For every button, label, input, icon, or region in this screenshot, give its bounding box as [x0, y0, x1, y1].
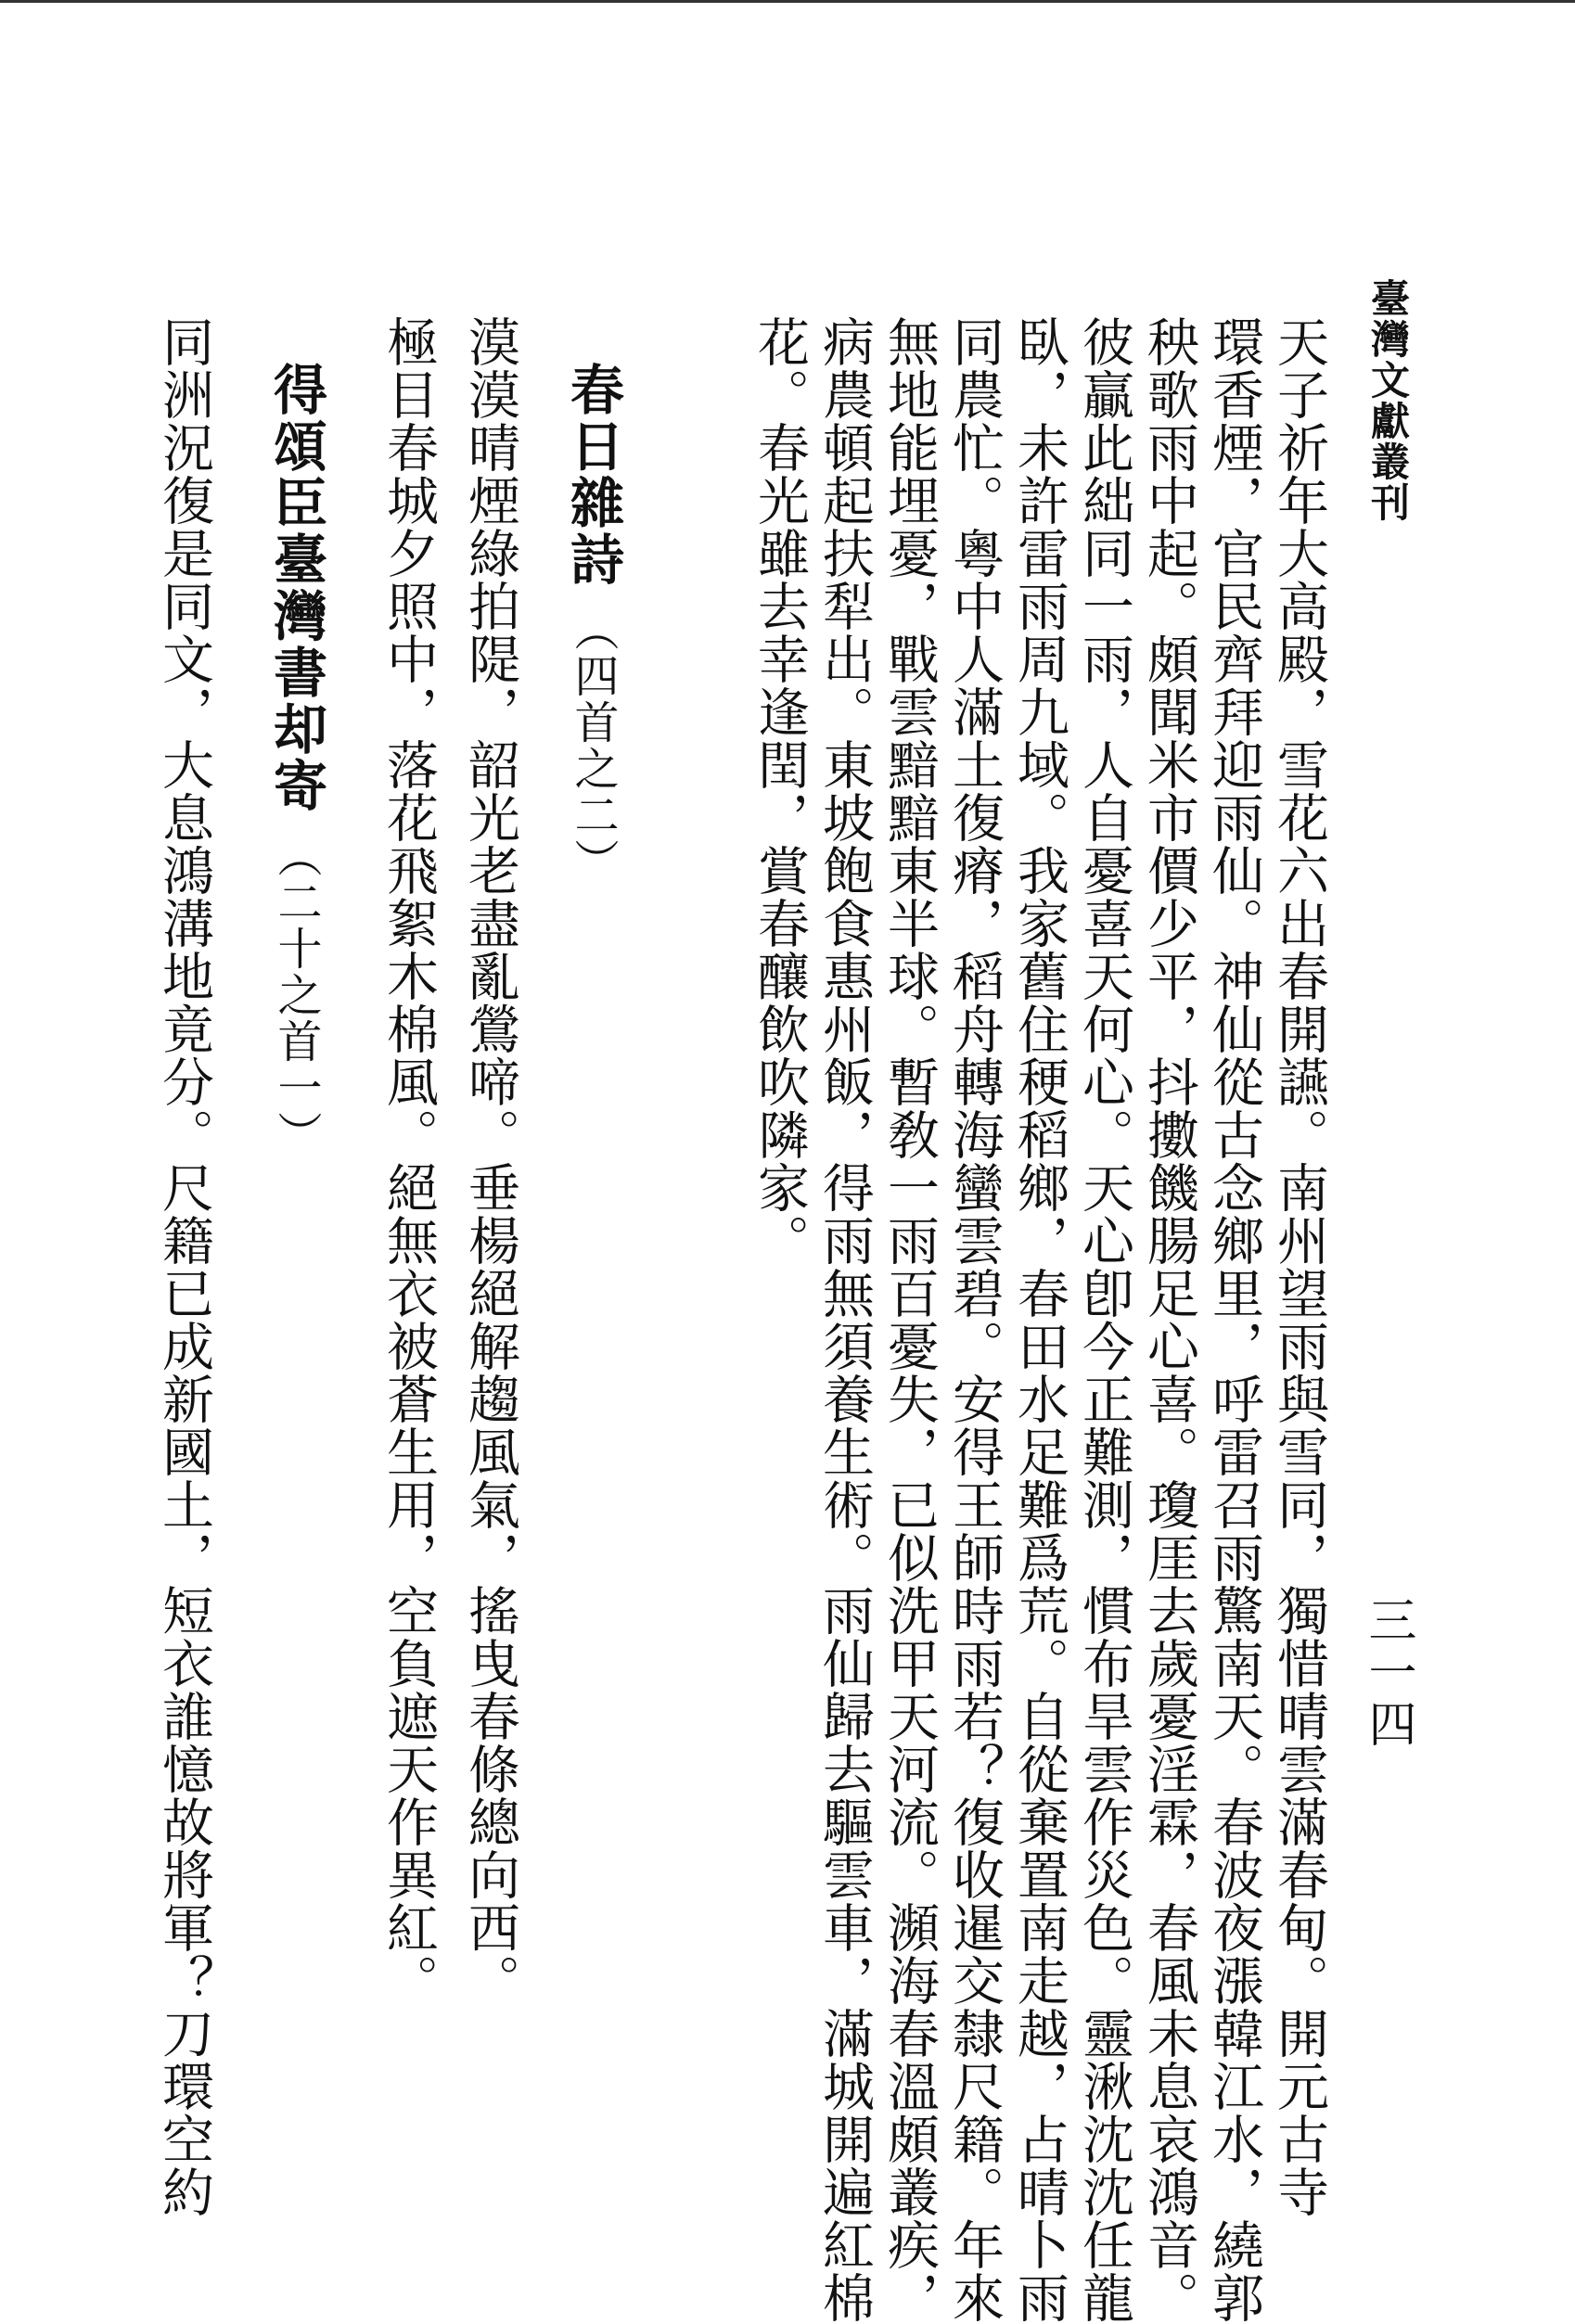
running-header-title: 臺灣文獻叢刊	[1365, 278, 1411, 523]
top-border-rule	[0, 0, 1575, 3]
poem-title: 春日雜詩	[561, 362, 624, 588]
poem-heading	[561, 362, 624, 885]
poem-title: 得頌臣臺灣書却寄	[264, 362, 327, 814]
poem-line: 秧歌雨中起。頗聞米市價少平，抖擻饑腸足心喜。瓊厓去歲憂淫霖，春風未息哀鴻音。	[1139, 315, 1199, 2324]
poem-line: 無地能埋憂，戰雲黯黯東半球。暫敎一雨百憂失，已似洗甲天河流。瀕海春溫頗叢疾，	[879, 315, 940, 2324]
poem-line: 同洲況復是同文，大息鴻溝地竟分。尺籍已成新國土，短衣誰憶故將軍？刀環空約	[154, 315, 214, 2218]
poem-title-note: （二十之首一）	[270, 833, 322, 1157]
poem-line: 病農頓起扶犁出。東坡飽食惠州飯，得雨無須養生術。雨仙歸去驅雲車，滿城開遍紅棉	[814, 315, 875, 2324]
poem-line: 彼贏此絀同一雨，人自憂喜天何心。天心卽今正難測，慣布旱雲作災色。靈湫沈沈任龍	[1074, 315, 1134, 2324]
poem-line: 極目春城夕照中，落花飛絮木棉風。絕無衣被蒼生用，空負遮天作異紅。	[378, 315, 439, 2007]
poem-title-note: （四首之二）	[567, 607, 619, 885]
poem-line: 花。春光雖去幸逢閏，賞春釀飲吹隣家。	[749, 315, 810, 1267]
poem-line: 環香煙，官民齊拜迎雨仙。神仙從古念鄉里，呼雷召雨驚南天。春波夜漲韓江水，繞郭	[1204, 315, 1264, 2324]
poem-line: 臥，未許雷雨周九域。我家舊住稉稻鄉，春田水足難爲荒。自從棄置南走越，占晴卜雨	[1009, 315, 1069, 2324]
page-number: 三一四	[1360, 1595, 1415, 1751]
poem-line: 漠漠晴煙綠拍隄，韶光老盡亂鶯啼。垂楊絕解趨風氣，搖曳春條總向西。	[460, 315, 520, 2007]
poem-heading	[264, 362, 327, 1157]
poem-line: 天子祈年大高殿，雪花六出春開讌。南州望雨與雪同，獨惜晴雲滿春甸。開元古寺	[1269, 315, 1329, 2218]
poem-line: 同農忙。粵中人滿土復瘠，稻舟轉海蠻雲碧。安得王師時雨若？復收暹交隸尺籍。年來	[944, 315, 1005, 2324]
